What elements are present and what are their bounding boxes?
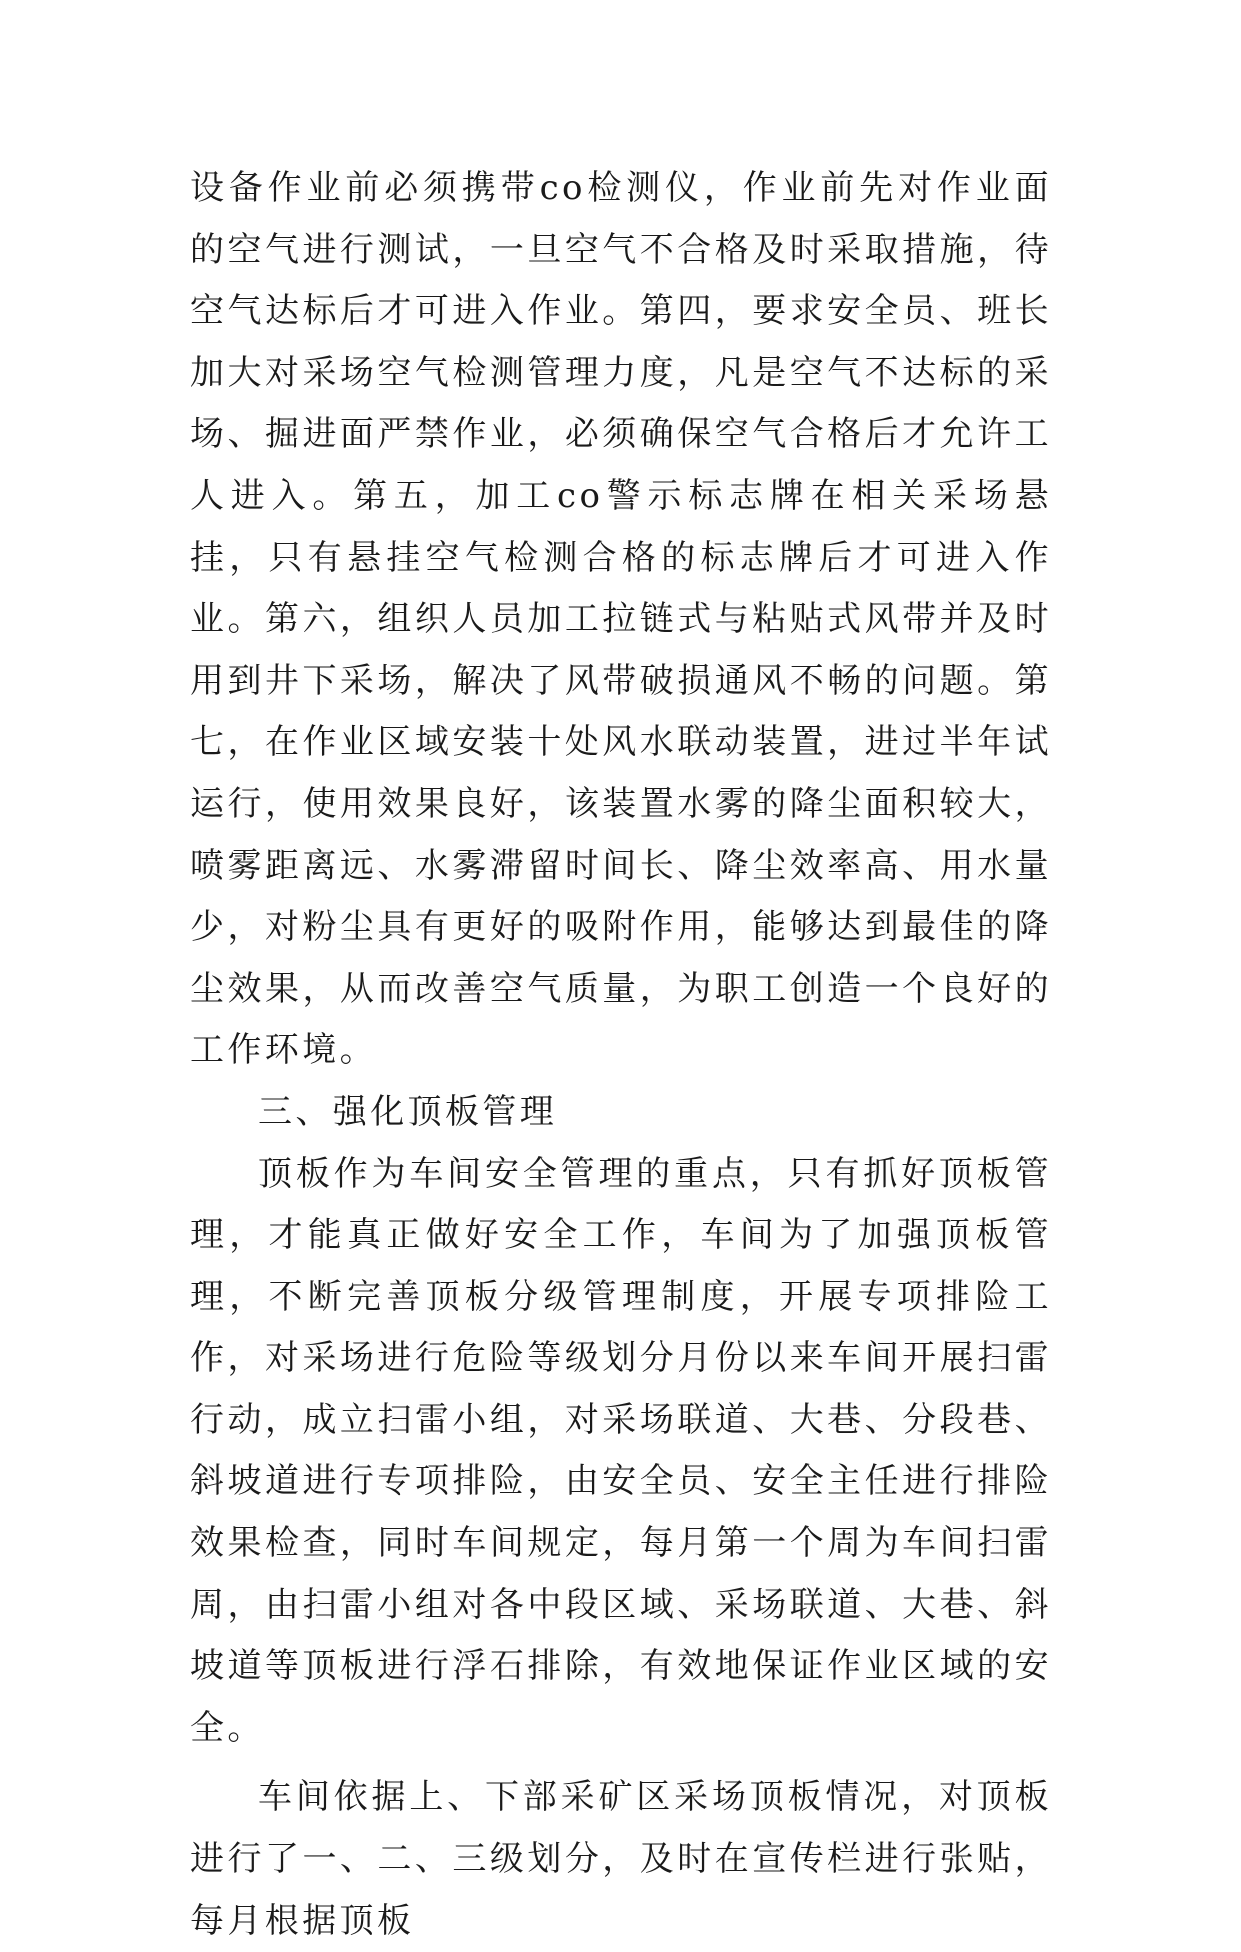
section-heading-roof-management: 三、强化顶板管理 xyxy=(258,1091,558,1132)
body-paragraph-roof-management: 顶板作为车间安全管理的重点，只有抓好顶板管理，才能真正做好安全工作，车间为了加强顶板管理，不断完善顶板分级管理制度，开展专项排险工作，对采场进行危险等级划分月份以来车间开展扫雷行动，成立扫雷小组，对采场联道、大巷、分段巷、斜坡道进行专项排险，由安全员、安全主任进行排险效果检查，同时车间规定，每月第一个周为车间扫雷周，由扫雷小组对各中段区域、采场联道、大巷、斜坡道等顶板进行浮石排除，有效地保证作业区域的安全。 xyxy=(190,1153,1052,1748)
body-paragraph-air-measures: 设备作业前必须携带co检测仪，作业前先对作业面的空气进行测试，一旦空气不合格及时采取措施，待空气达标后才可进入作业。第四，要求安全员、班长加大对采场空气检测管理力度，凡是空气不达标的采场、掘进面严禁作业，必须确保空气合格后才允许工人进入。第五，加工co警示标志牌在相关采场悬挂，只有悬挂空气检测合格的标志牌后才可进入作业。第六，组织人员加工拉链式与粘贴式风带并及时用到井下采场，解决了风带破损通风不畅的问题。第七，在作业区域安装十处风水联动装置，进过半年试运行，使用效果良好，该装置水雾的降尘面积较大，喷雾距离远、水雾滞留时间长、降尘效率高、用水量少，对粉尘具有更好的吸附作用，能够达到最佳的降尘效果，从而改善空气质量，为职工创造一个良好的工作环境。 xyxy=(190,168,1052,1071)
body-paragraph-roof-grading: 车间依据上、下部采矿区采场顶板情况，对顶板进行了一、二、三级划分，及时在宣传栏进行张贴，每月根据顶板 xyxy=(190,1777,1052,1941)
document-body xyxy=(190,158,1052,1952)
